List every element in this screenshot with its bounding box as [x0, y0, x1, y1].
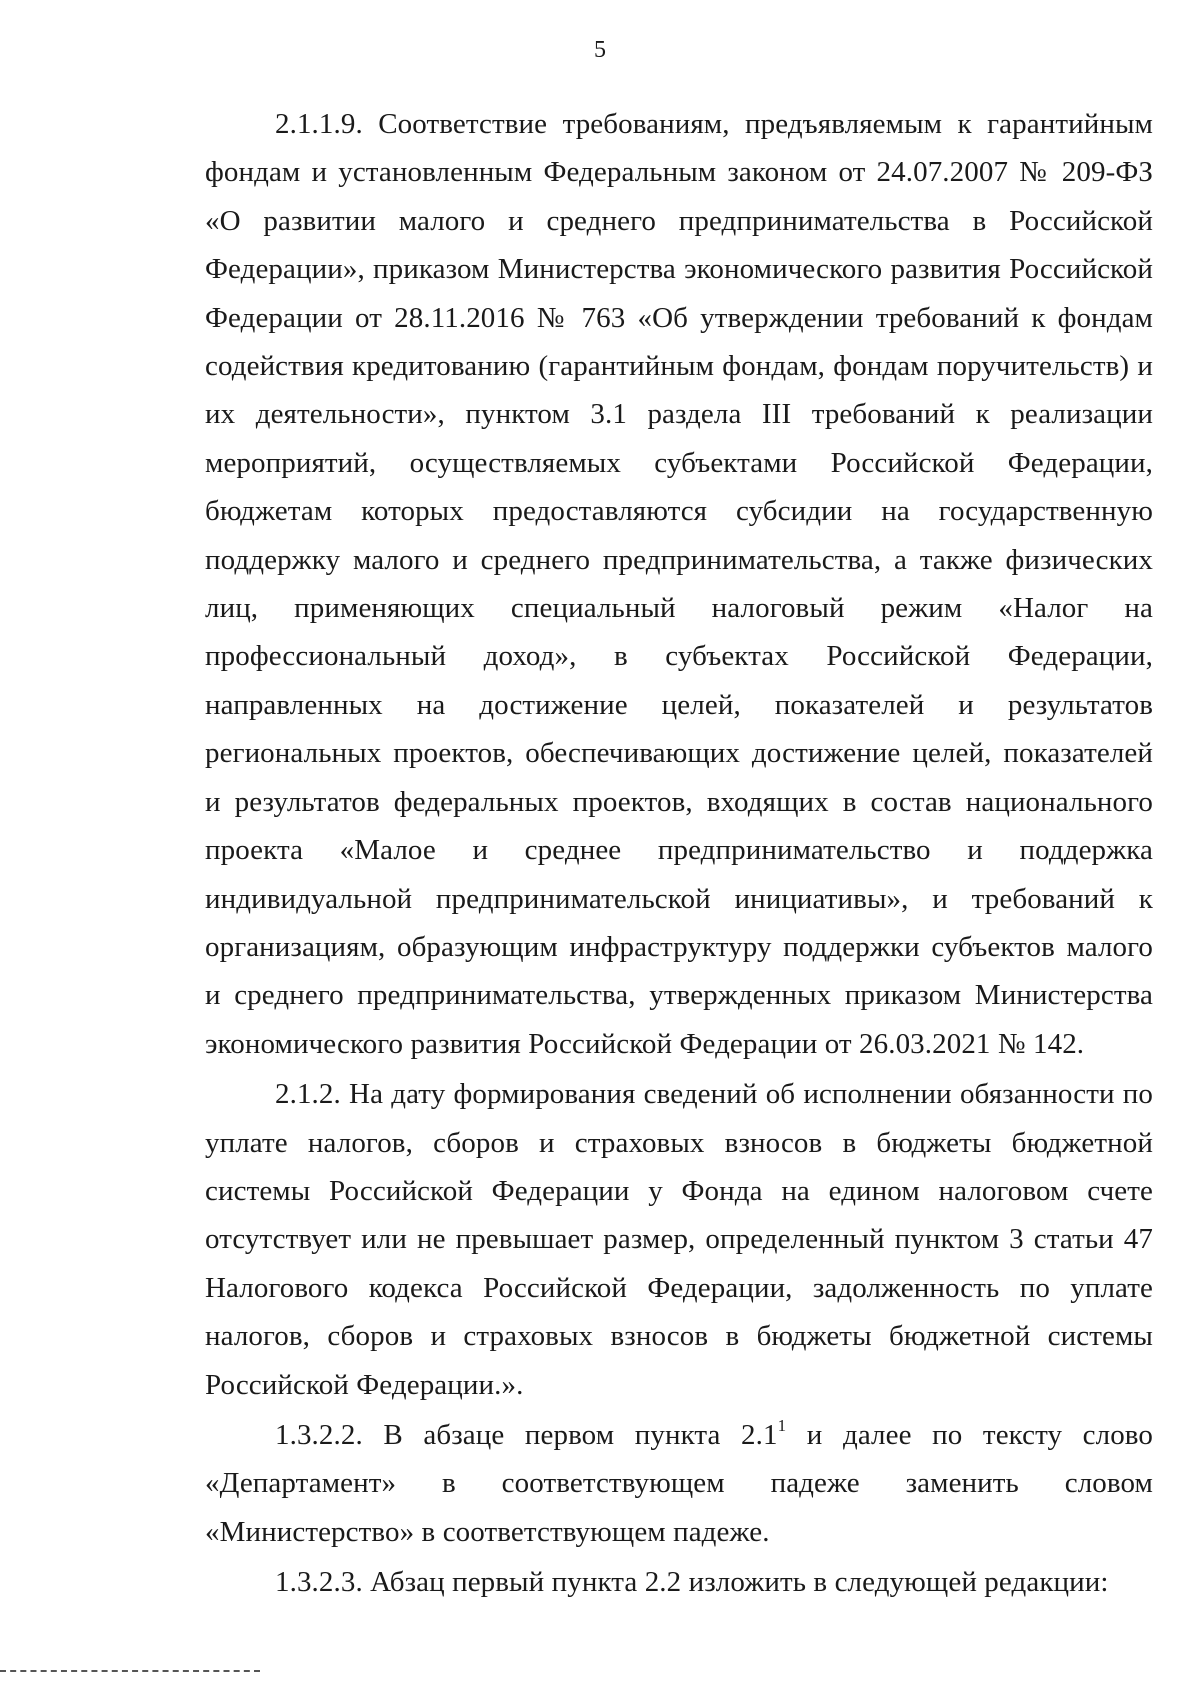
page-number: 5 — [594, 37, 606, 63]
paragraph-1-3-2-2-superscript: 1 — [777, 1415, 787, 1435]
document-body — [205, 100, 1153, 1607]
paragraph-2-1-2: 2.1.2. На дату формирования сведений об исполнении обязанности по уплате налогов, сборов и страховых взносов в бюджеты бюджетной системы Российской Федерации у Фонда на едином налоговом счете отсутствует или не превышает размер, определенный пунктом 3 статьи 47 Налогового кодекса Российской Федерации, задолженность по уплате налогов, сборов и страховых взносов в бюджеты бюджетной системы Российской Федерации.». — [205, 1078, 1153, 1401]
paragraph-1-3-2-2-text-before: 1.3.2.2. В абзаце первом пункта 2.1 — [275, 1418, 778, 1451]
paragraph-1-3-2-2-text-after: и далее по тексту слово «Департамент» в соответствующем падеже заменить словом «Министерство» в соответствующем падеже. — [205, 1418, 1153, 1548]
footer-rule — [0, 1670, 260, 1672]
paragraph-2-1-1-9: 2.1.1.9. Соответствие требованиям, предъявляемым к гарантийным фондам и установленным Федеральным законом от 24.07.2007 № 209-ФЗ «О развитии малого и среднего предпринимательства в Российской Федерации», приказом Министерства экономического развития Российской Федерации от 28.11.2016 № 763 «Об утверждении требований к фондам содействия кредитованию (гарантийным фондам, фондам поручительств) и их деятельности», пунктом 3.1 раздела III требований к реализации мероприятий, осуществляемых субъектами Российской Федерации, бюджетам которых предоставляются субсидии на государственную поддержку малого и среднего предпринимательства, а также физических лиц, применяющих специальный налоговый режим «Налог на профессиональный доход», в субъектах Российской Федерации, направленных на достижение целей, показателей и результатов региональных проектов, обеспечивающих достижение целей, показателей и результатов федеральных проектов, входящих в состав национального проекта «Малое и среднее предпринимательство и поддержка индивидуальной предпринимательской инициативы», и требований к организациям, образующим инфраструктуру поддержки субъектов малого и среднего предпринимательства, утвержденных приказом Министерства экономического развития Российской Федерации от 26.03.2021 № 142. — [205, 108, 1153, 1060]
paragraph-1-3-2-2 — [205, 1411, 1153, 1556]
paragraph-1-3-2-3: 1.3.2.3. Абзац первый пункта 2.2 изложить в следующей редакции: — [275, 1566, 1109, 1599]
